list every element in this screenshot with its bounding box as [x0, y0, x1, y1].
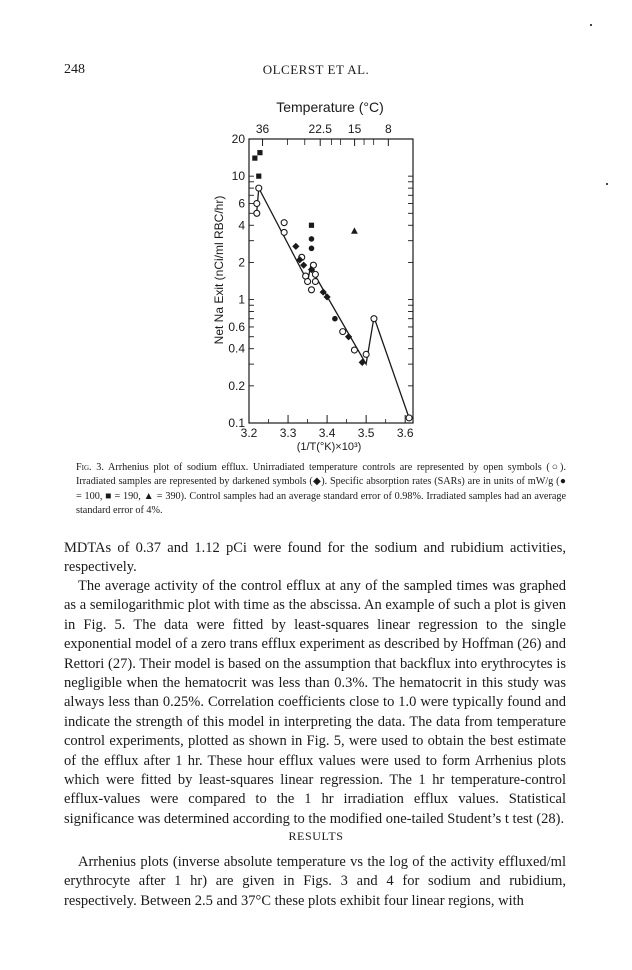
open-circle-point [281, 229, 287, 235]
open-circle-point [371, 316, 377, 322]
filled-square-point [309, 223, 314, 228]
plot-frame [249, 139, 413, 423]
open-circle-point [351, 347, 357, 353]
open-circle-point [254, 210, 260, 216]
open-circle-point [305, 279, 311, 285]
x-tick-label: 3.6 [396, 426, 414, 440]
filled-square-point [252, 156, 257, 161]
open-circle-point [256, 185, 262, 191]
filled-circle-point [332, 316, 338, 322]
body-paragraph-2: The average activity of the control efflux at any of the sampled times was graphed as a semilogarithmic plot with time as the abscissa. An example of such a plot is given in Fig. 5. The data were fitted by least-squares linear regression to the single exponential model of a zero trans efflux experiment as described by Hoffman (26) and Rettori (27). Their model is based on the assumption that backflux into erythrocytes is negligible when the hematocrit was less than 0.3%. The hematocrit in this study was always less than 0.25%. Correlation coefficients close to 1.0 were typically found and indicate the strength of this model in interpreting the data. The data from temperature control experiments, plotted as shown in Fig. 5, were used to obtain the best estimate of the efflux after 1 hr. These hour efflux values were used to form Arrhenius plots which were fitted by least-squares linear regression. The 1 hr temperature-control efflux-values were compared to the 1 hr irradiation efflux values. Statistical significance was determined according to the modified one-tailed Student’s t test (28). [64, 578, 566, 827]
body-paragraph-3: Arrhenius plots (inverse absolute temperature vs the log of the activity effluxed/ml erythrocyte after 1 hr) are given in Figs. 3 and 4 for sodium and rubidium, respectively. Between 2.5 and 37°C these plots exhibit four linear regions, with [64, 854, 566, 909]
running-title: OLCERST ET AL. [262, 62, 370, 77]
x-tick-label: 3.3 [279, 426, 297, 440]
y-tick-label: 4 [238, 218, 245, 233]
filled-square-point [257, 150, 262, 155]
top-tick-label: 36 [255, 122, 270, 136]
top-tick-label: 8 [384, 122, 392, 136]
filled-diamond-point [292, 243, 299, 250]
y-tick-label: 0.2 [228, 378, 245, 393]
y-tick-label: 0.6 [228, 319, 245, 334]
filled-diamond-point [300, 262, 307, 269]
x-tick-label: 3.5 [357, 426, 375, 440]
page-number: 248 [64, 62, 85, 77]
y-tick-label: 1 [238, 292, 245, 307]
y-tick-label: 2 [238, 255, 245, 270]
filled-circle-point [309, 246, 315, 252]
figure-caption [76, 461, 566, 519]
open-circle-point [406, 415, 412, 421]
caption-label: Fig. 3. [76, 462, 104, 473]
top-tick-label: 22.5 [308, 122, 332, 136]
caption-text: Arrhenius plot of sodium efflux. Unirradiated temperature controls are represented by open symbols (○). Irradiated samples are represented by darkened symbols (◆). Specific absorption rates (SARs) are in units of mW/g (● = 100, ■ = 190, ▲ = 390). Control samples had an average standard error of 0.98%. Irradiated samples had an average standard error of 4%. [76, 462, 566, 517]
y-tick-label: 0.1 [228, 416, 245, 430]
x-tick-label: 3.4 [318, 426, 336, 440]
filled-triangle-point [351, 227, 358, 233]
y-tick-label: 20 [231, 132, 245, 146]
body-paragraph-1: MDTAs of 0.37 and 1.12 pCi were found for the sodium and rubidium activities, respectively. [64, 540, 566, 576]
y-axis-label: Net Na Exit (nCi/ml RBC/hr) [212, 195, 226, 345]
arrhenius-chart [0, 0, 632, 460]
section-heading: RESULTS [288, 829, 344, 843]
y-tick-label: 6 [238, 196, 245, 211]
y-tick-label: 10 [231, 169, 245, 184]
open-circle-point [312, 279, 318, 285]
open-circle-point [312, 271, 318, 277]
open-circle-point [363, 351, 369, 357]
fit-line [257, 188, 409, 418]
filled-circle-point [309, 236, 315, 242]
filled-diamond-point [359, 359, 366, 366]
scan-speck [590, 24, 592, 26]
top-tick-label: 15 [347, 122, 362, 136]
x-axis-label: (1/T(°K)×10³) [296, 441, 362, 453]
open-circle-point [308, 287, 314, 293]
top-axis-label: Temperature (°C) [276, 99, 384, 115]
y-tick-label: 0.4 [228, 341, 245, 356]
filled-square-point [256, 174, 261, 179]
open-circle-point [254, 201, 260, 207]
x-tick-label: 3.2 [240, 426, 258, 440]
open-circle-point [281, 220, 287, 226]
open-circle-point [340, 329, 346, 335]
scan-speck [606, 183, 608, 185]
